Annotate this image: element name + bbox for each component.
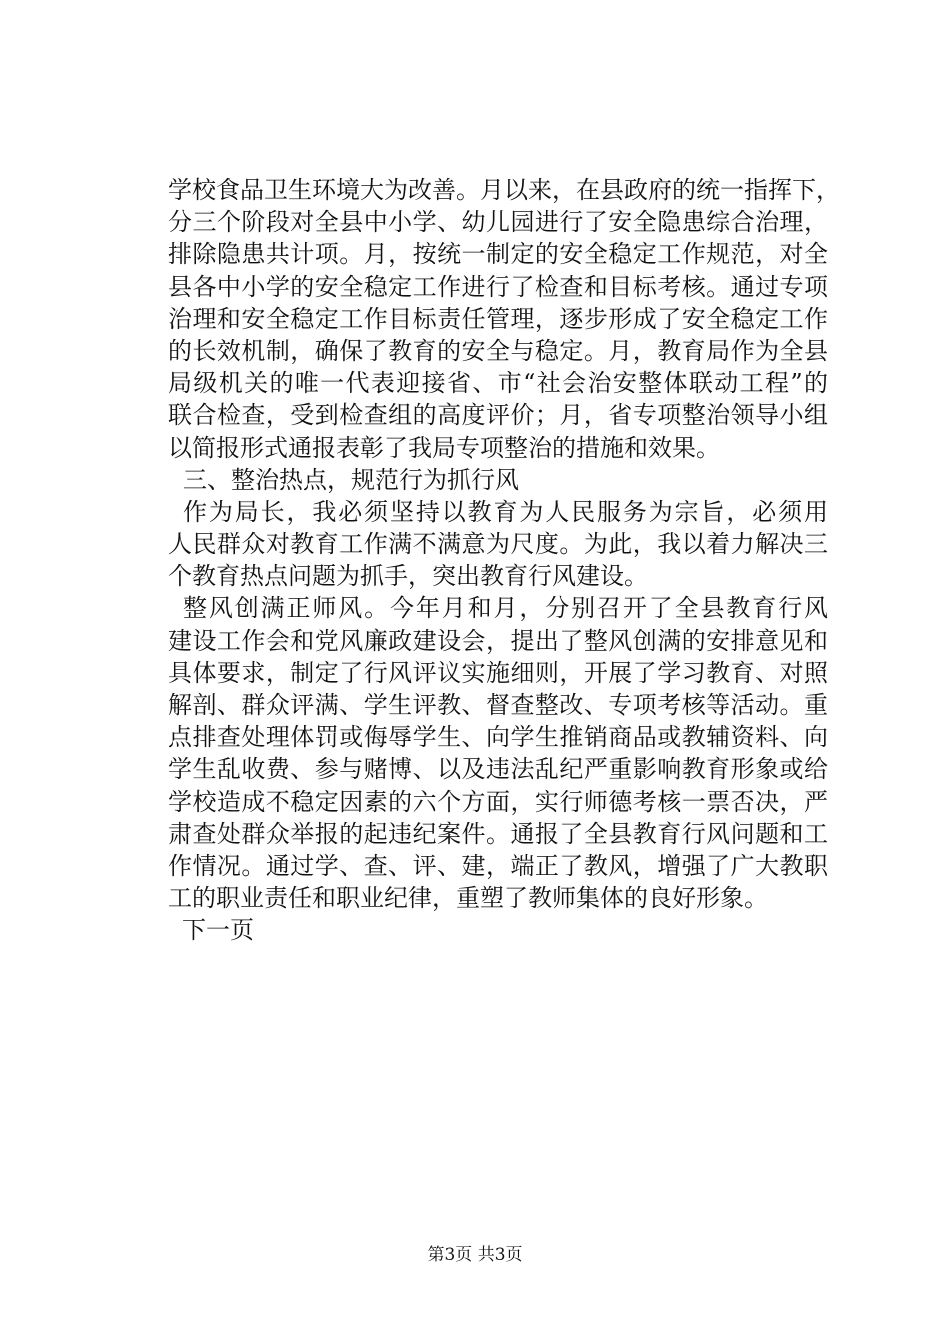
text-line-9: 以简报形式通报表彰了我局专项整治的措施和效果。 [168, 433, 720, 462]
text-line-14: 整风创满正师风。今年月和月，分别召开了全县教育行风 [183, 594, 828, 623]
text-line-20: 学校造成不稳定因素的六个方面，实行师德考核一票否决，严 [168, 787, 828, 816]
text-line-8: 联合检查，受到检查组的高度评价；月，省专项整治领导小组 [168, 401, 828, 430]
text-line-17: 解剖、群众评满、学生评教、督查整改、专项考核等活动。重 [168, 691, 828, 719]
page-footer: 第3页 共3页 [427, 1245, 523, 1265]
text-line-16: 具体要求，制定了行风评议实施细则，开展了学习教育、对照 [168, 658, 828, 687]
text-line-4: 县各中小学的安全稳定工作进行了检查和目标考核。通过专项 [168, 272, 828, 301]
text-line-6: 的长效机制，确保了教育的安全与稳定。月，教育局作为全县 [168, 336, 828, 365]
text-line-1: 学校食品卫生环境大为改善。月以来，在县政府的统一指挥下， [168, 176, 840, 204]
text-line-5: 治理和安全稳定工作目标责任管理，逐步形成了安全稳定工作 [168, 304, 828, 333]
text-line-11: 作为局长，我必须坚持以教育为人民服务为宗旨，必须用 [183, 497, 828, 526]
text-line-12: 人民群众对教育工作满不满意为尺度。为此，我以着力解决三 [168, 530, 828, 559]
text-line-3: 排除隐患共计项。月，按统一制定的安全稳定工作规范，对全 [168, 240, 828, 269]
text-line-15: 建设工作会和党风廉政建设会，提出了整风创满的安排意见和 [168, 626, 828, 655]
text-line-13: 个教育热点问题为抓手，突出教育行风建设。 [168, 562, 648, 591]
next-page-link[interactable]: 下一页 [182, 916, 254, 945]
text-line-18: 点排查处理体罚或侮辱学生、向学生推销商品或教辅资料、向 [168, 723, 828, 752]
section-heading: 三、整治热点，规范行为抓行风 [183, 465, 519, 494]
text-line-2: 分三个阶段对全县中小学、幼儿园进行了安全隐患综合治理， [168, 208, 828, 237]
document-body [168, 174, 840, 947]
text-line-23: 工的职业责任和职业纪律，重塑了教师集体的良好形象。 [168, 884, 768, 913]
text-line-7: 局级机关的唯一代表迎接省、市“社会治安整体联动工程”的 [168, 369, 828, 398]
text-line-22: 作情况。通过学、查、评、建，端正了教风，增强了广大教职 [168, 851, 828, 880]
text-line-21: 肃查处群众举报的起违纪案件。通报了全县教育行风问题和工 [168, 819, 828, 848]
text-line-19: 学生乱收费、参与赌博、以及违法乱纪严重影响教育形象或给 [168, 755, 828, 784]
